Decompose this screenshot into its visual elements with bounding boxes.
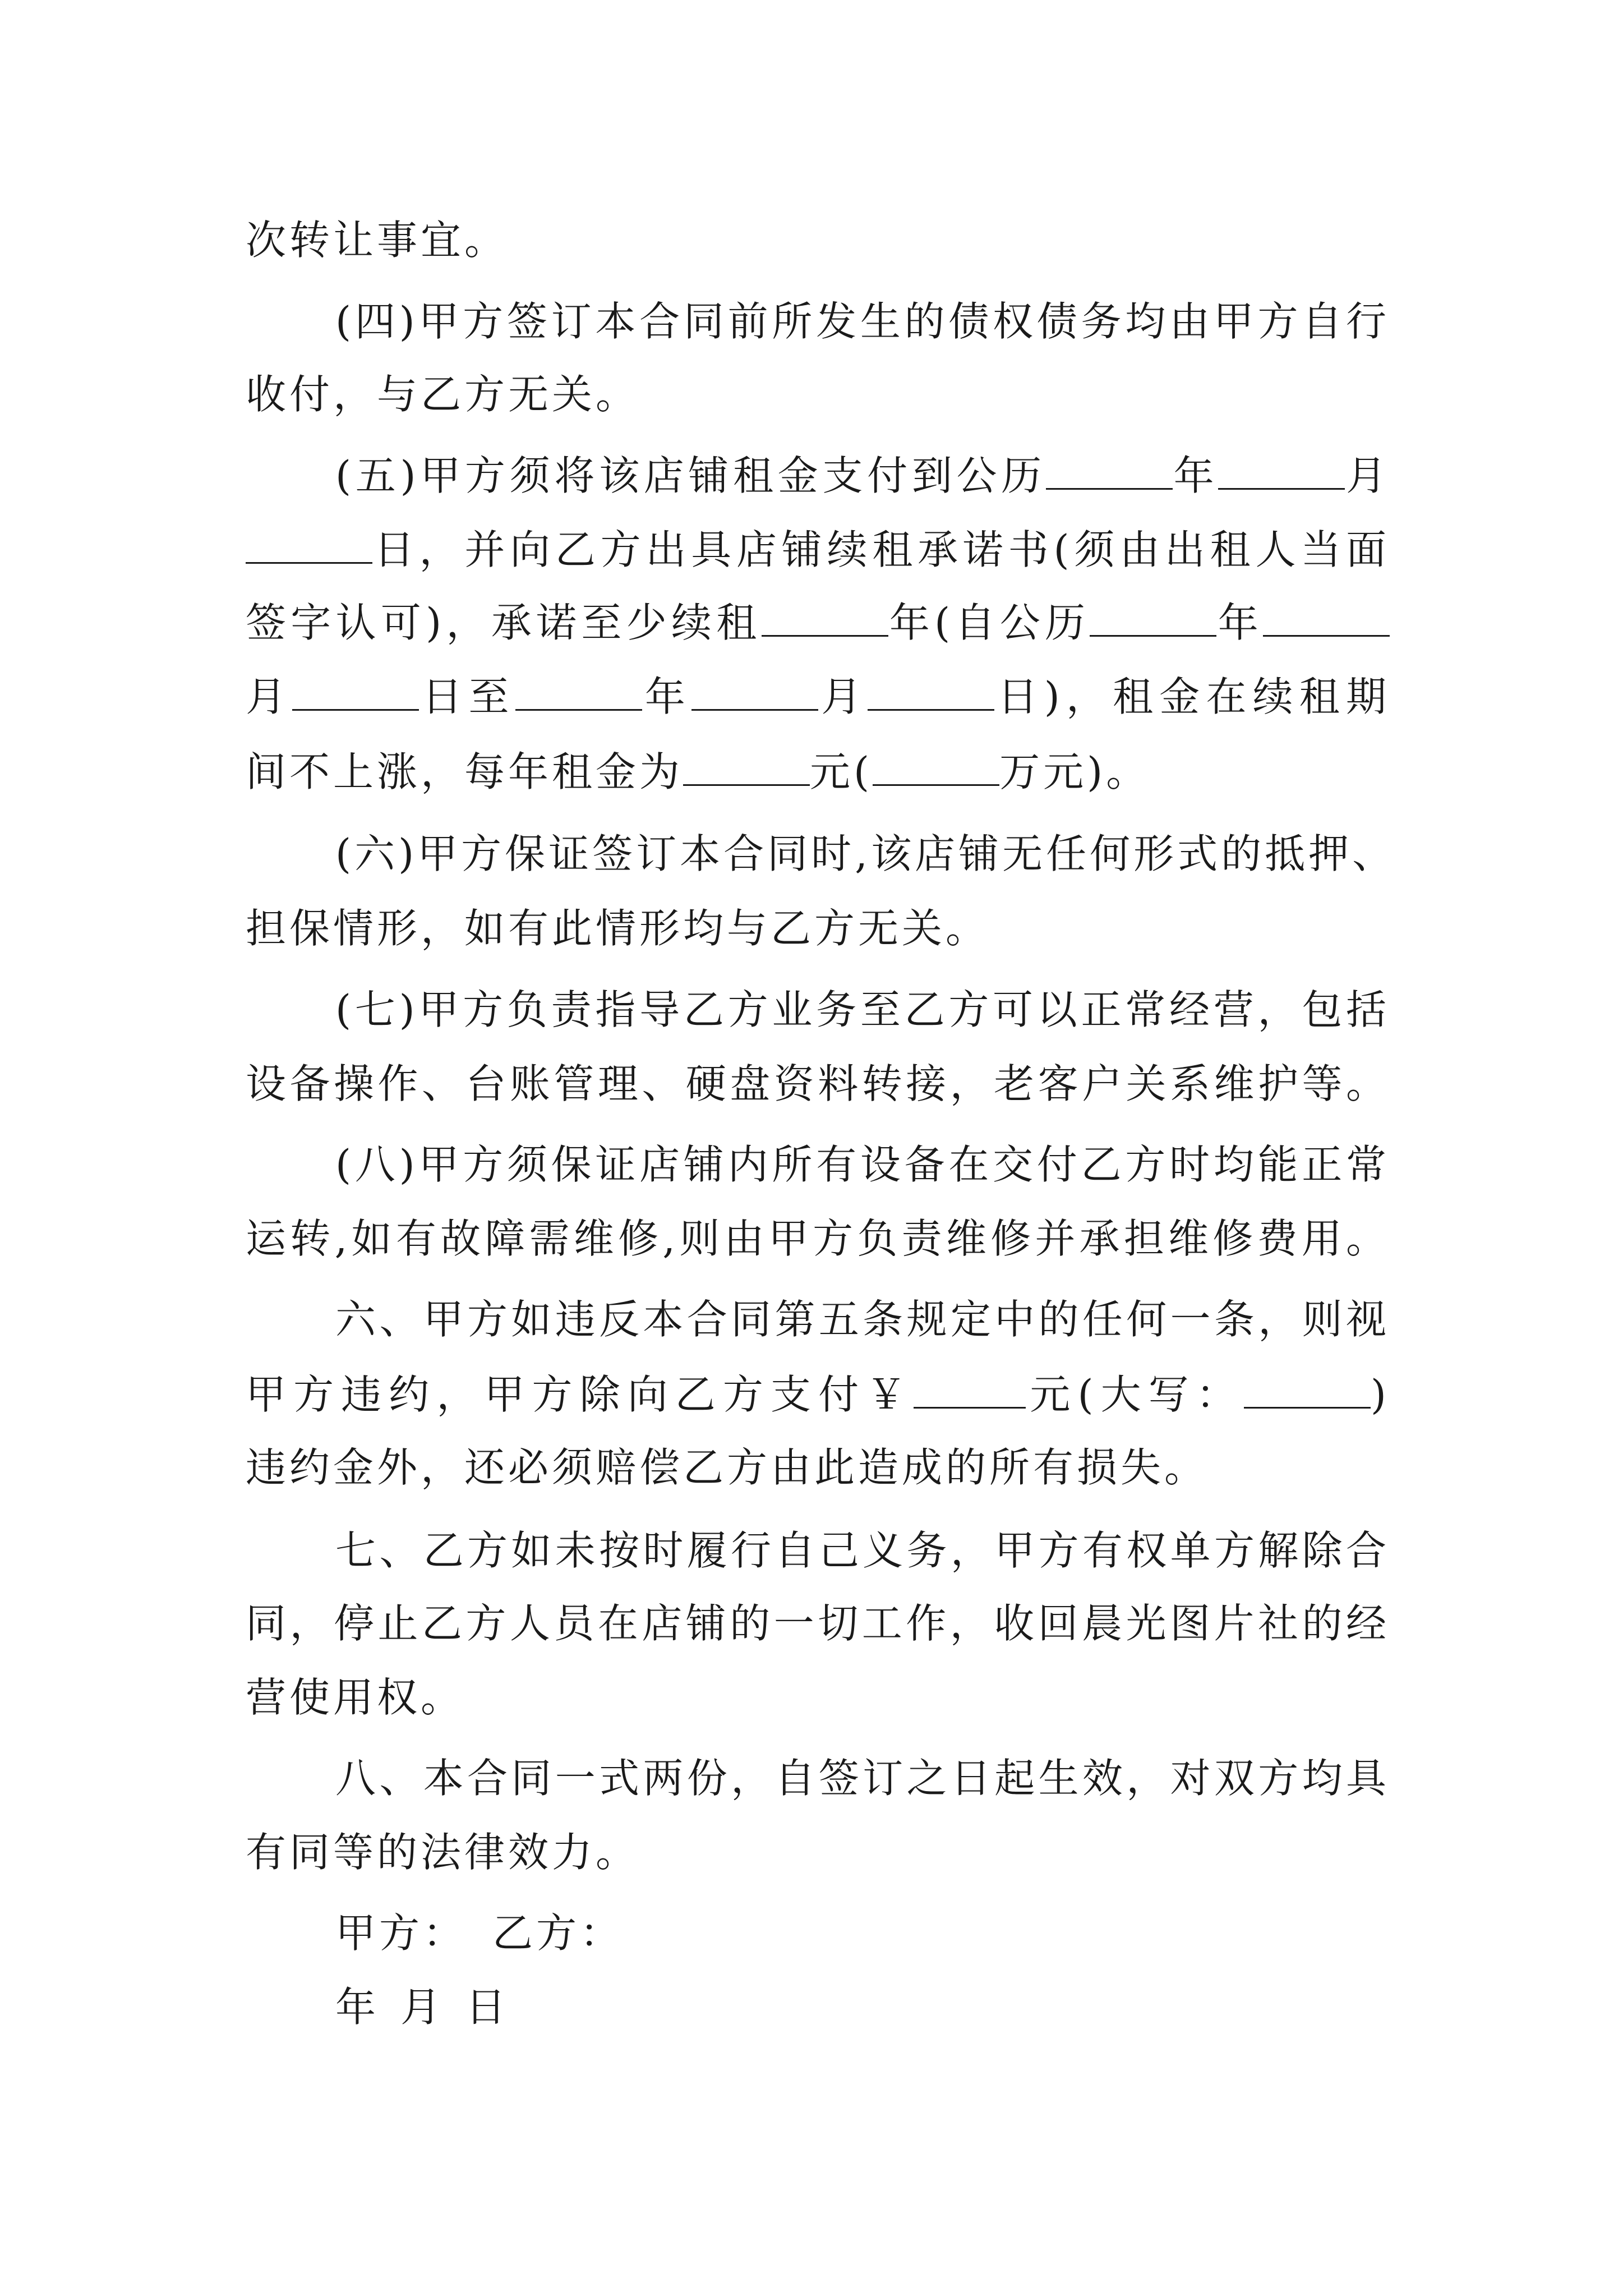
text-line: 担保情形，如有此情形均与乙方无关。: [246, 905, 990, 952]
signature-line: [335, 1905, 1390, 1961]
text-line: 签字认可)，承诺至少续租 年(自公历 年: [246, 595, 1390, 651]
text-line: 设备操作、台账管理、硬盘资料转接，老客户关系维护等。: [246, 1060, 1390, 1107]
blank-field: [762, 600, 888, 637]
article-7: 七、乙方如未按时履行自己义务，甲方有权单方解除合: [335, 1527, 1390, 1574]
blank-field: [515, 674, 642, 711]
blank-field: [1263, 600, 1390, 637]
blank-field: [1218, 453, 1345, 490]
text-line: 有同等的法律效力。: [246, 1829, 640, 1876]
clause-6: (六)甲方保证签订本合同时,该店铺无任何形式的抵押、: [335, 830, 1396, 877]
blank-field: [691, 674, 818, 711]
clause-7: (七)甲方负责指导乙方业务至乙方可以正常经营，包括: [335, 986, 1390, 1033]
blank-field: [914, 1372, 1026, 1409]
text-line: 甲方违约，甲方除向乙方支付￥ 元(大写： ): [246, 1371, 1390, 1418]
blank-field: [1244, 1372, 1371, 1409]
clause-5: (五)甲方须将该店铺租金支付到公历 年 月: [335, 452, 1390, 499]
blank-field: [292, 674, 419, 711]
clause-8: (八)甲方须保证店铺内所有设备在交付乙方时均能正常: [335, 1141, 1390, 1188]
blank-field: [868, 674, 994, 711]
blank-field: [246, 527, 372, 564]
blank-field: [873, 749, 999, 786]
party-a-label: 甲方：: [335, 1910, 467, 1957]
text-line: 日，并向乙方出具店铺续租承诺书(须由出租人当面: [246, 522, 1390, 578]
article-8: 八、本合同一式两份，自签订之日起生效，对双方均具: [335, 1755, 1390, 1802]
blank-field: [683, 749, 810, 786]
blank-field: [1090, 600, 1216, 637]
party-b-label: 乙方：: [492, 1910, 624, 1957]
article-6: 六、甲方如违反本合同第五条规定中的任何一条，则视: [335, 1296, 1390, 1343]
text-line: 间不上涨，每年租金为 元( 万元)。: [246, 748, 1150, 795]
text-line: 营使用权。: [246, 1674, 465, 1721]
text-line: 运转,如有故障需维修,则由甲方负责维修并承担维修费用。: [246, 1215, 1390, 1262]
date-line: 年 月 日: [335, 1984, 510, 2031]
text-line: 次转让事宜。: [246, 217, 509, 264]
text-line: 月 日至 年 月 日)，租金在续租期: [246, 673, 1390, 720]
text-line: 同，停止乙方人员在店铺的一切工作，收回晨光图片社的经: [246, 1600, 1390, 1647]
blank-field: [1046, 453, 1173, 490]
text-line: 违约金外，还必须赔偿乙方由此造成的所有损失。: [246, 1444, 1209, 1491]
clause-4: (四)甲方签订本合同前所发生的债权债务均由甲方自行: [335, 298, 1390, 345]
text-line: 收付，与乙方无关。: [246, 371, 640, 418]
